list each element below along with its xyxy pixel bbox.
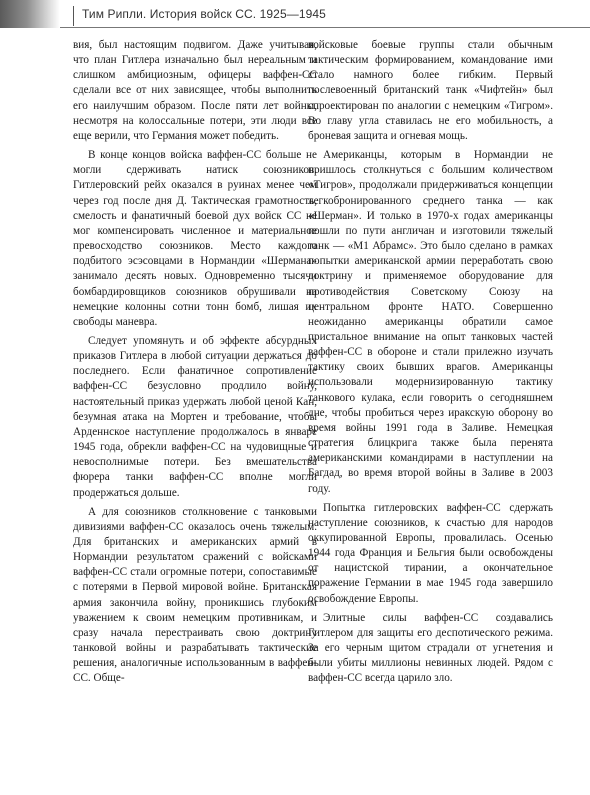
right-column xyxy=(308,38,553,691)
paragraph-continued: войсковые боевые группы стали обычным тактическим формированием, командование ими стало намного более гибким. Первый послевоенный британский танк «Чифтейн» был спроектирован по аналогии с немецким «Тигром». Во главу угла ставилась не его мобильность, а броневая защита и огневая мощь. xyxy=(308,39,553,142)
paragraph: А для союзников столкновение с танковыми дивизиями ваффен-СС оказалось очень тяжелым. Для британских и американских армий в Нормандии результатом сражений с войсками ваффен-СС стали огромные потери, сопоставимые с потерями в Первой мировой войне. Британская армия закончила войну, проникшись глубоким уважением к своим немецким противникам, и сразу начала перестраивать свою доктрину танковой войны и разрабатывать тактические решения, аналогичные использованным в ваффен-СС. Обще- xyxy=(73,505,317,685)
header-rule xyxy=(60,27,590,28)
header-gradient-bar xyxy=(0,0,60,28)
paragraph: Следует упомянуть и об эффекте абсурдных приказов Гитлера в любой ситуации держаться до последнего. Если фанатичное сопротивление ваффен-СС безусловно продлило войну, настоятельный приказ удержать любой ценой Кан, безумная атака на Мортен и требование, чтобы Арденнское наступление продолжалось в январе 1945 года, обрекли ваффен-СС на чудовищные и невосполнимые потери. Без вмешательства фюрера танки ваффен-СС вполне могли продержаться дольше. xyxy=(73,334,317,499)
running-title: Тим Рипли. История войск СС. 1925—1945 xyxy=(82,7,326,21)
paragraph: В конце концов войска ваффен-СС больше не могли сдерживать натиск союзников. Гитлеровский рейх оказался в руинах менее чем через год после дня Д. Тактическая грамотность, смелость и фанатичный боевой дух войск СС не мог компенсировать численное и материальное превосходство союзников. Место каждого подбитого эсэсовцами в Нормандии «Шермана» занимало десять новых. Одновременно тысячи бомбардировщиков союзников обрушивали на немецкие колонны сотни тонн бомб, лишая их свободы маневра. xyxy=(73,149,317,328)
header-divider xyxy=(73,6,74,26)
running-header xyxy=(0,0,590,34)
paragraph: Элитные силы ваффен-СС создавались Гитлером для защиты его деспотического режима. За его черным щитом страдали от угнетения и были убиты миллионы невинных людей. Рядом с ваффен-СС всегда царило зло. xyxy=(308,611,553,685)
paragraph-continued: вия, был настоящим подвигом. Даже учитывая, что план Гитлера изначально был нереальным и слишком амбициозным, офицеры ваффен-СС сделали все от них зависящее, чтобы выполнить его наилучшим образом. После пяти лет войны, несмотря на колоссальные потери, эти люди все еще верили, что Германия может победить. xyxy=(73,39,317,142)
paragraph: Американцы, которым в Нормандии не пришлось столкнуться с большим количеством «Тигров», продолжали придерживаться концепции легкобронированного среднего танка — как «Шерман». И только в 1970-х годах американцы пошли по пути англичан и изготовили тяжелый танк — «М1 Абрамс». Это было сделано в рамках попытки американской армии переработать свою доктрину и применяемое оборудование для противодействия Советскому Союзу на центральном фронте НАТО. Совершенно неожиданно американцы обратили самое пристальное внимание на опыт танковых частей ваффен-СС в обороне и стали прилежно изучать тактику своих бывших врагов. Американцы использовали модернизированную тактику танкового кулака, если говорить о сегодняшнем дне, чтобы пробиться через иракскую оборону во время войны 1991 года в Заливе. Немецкая стратегия блицкрига также была перенята американскими командирами в наступлении на Багдад, во время второй войны в Заливе в 2003 году. xyxy=(308,149,553,495)
left-column xyxy=(73,38,317,691)
paragraph: Попытка гитлеровских ваффен-СС сдержать наступление союзников, к счастью для народов оккупированной Европы, провалилась. Осенью 1944 года Франция и Бельгия были освобождены от нацистской тирании, а окончательное поражение Германии в мае 1945 года завершило освобождение Европы. xyxy=(308,501,553,605)
